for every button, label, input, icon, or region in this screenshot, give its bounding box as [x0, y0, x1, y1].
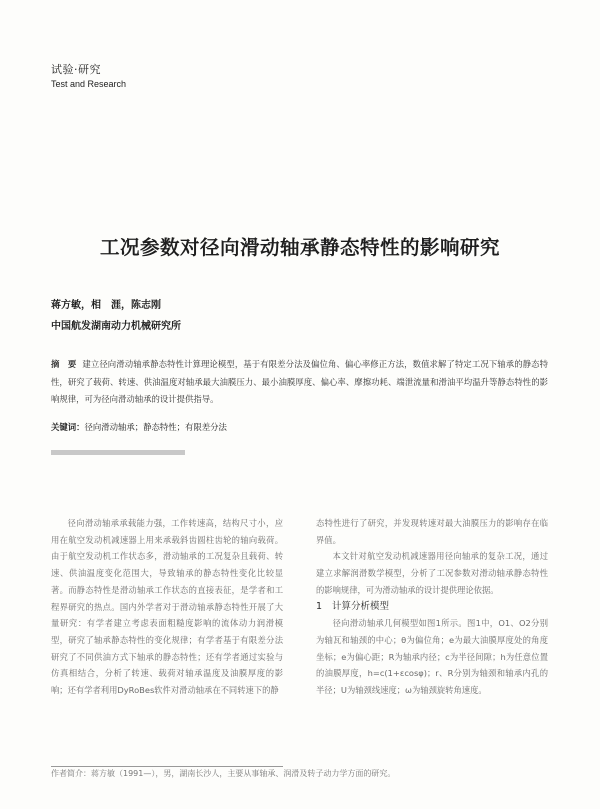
affiliation: 中国航发湖南动力机械研究所 [51, 321, 181, 332]
section-title: 计算分析模型 [332, 600, 390, 612]
author-footnote: 作者简介：蒋方敏（1991—），男，湖南长沙人，主要从事轴承、润滑及转子动力学方面的研究。 [51, 769, 396, 778]
body-paragraph: 态特性进行了研究，并发现转速对最大油膜压力的影响存在临界值。 [316, 518, 548, 545]
section-divider [51, 450, 185, 455]
right-column [316, 515, 548, 699]
body-paragraph: 径向滑动轴承承载能力强，工作转速高，结构尺寸小，应用在航空发动机减速器上用来承载斜齿圆柱齿轮的轴向载荷。由于航空发动机工作状态多，滑动轴承的工况复杂且载荷、转速、供油温度变化范围大，导致轴承的静态特性变化比较显著。而静态特性是滑动轴承工作状态的直接表征，是学者和工程界研究的热点。国内外学者对于滑动轴承静态特性开展了大量研究：有学者建立考虑表面粗糙度影响的流体动力润滑模型，研究了轴承静态特性的变化规律；有学者基于有限差分法研究了不同供油方式下轴承的静态特性；还有学者通过实验与仿真相结合，分析了转速、载荷对轴承温度及油膜厚度的影响；还有学者利用DyRoBes软件对滑动轴承在不同转速下的静 [51, 518, 283, 696]
keywords [51, 421, 227, 433]
body-paragraph: 径向滑动轴承几何模型如图1所示。图1中，O1、O2分别为轴瓦和轴颈的中心；θ为偏位角；e为最大油膜厚度处的角度坐标；e为偏心距；R为轴承内径；c为半径间隙；h为任意位置的油膜厚度，h=c(1+εcosφ)；r、R分别为轴颈和轴承内孔的半径；U为轴颈线速度；ω为轴颈旋转角速度。 [316, 618, 548, 696]
authors: 蒋方敏，相 涯，陈志刚 [51, 300, 161, 311]
column-label-en: Test and Research [51, 79, 127, 89]
left-column [51, 515, 283, 699]
abstract-label: 摘 要 [51, 359, 77, 369]
keywords-label: 关键词： [51, 422, 85, 432]
section-heading [316, 599, 548, 616]
section-number: 1 [316, 600, 323, 612]
keywords-text: 径向滑动轴承；静态特性；有限差分法 [84, 422, 227, 432]
column-label: 试验·研究 [51, 63, 101, 76]
abstract-text: 建立径向滑动轴承静态特性计算理论模型，基于有限差分法及偏位角、偏心率修正方法，数值求解了特定工况下轴承的静态特性，研究了载荷、转速、供油温度对轴承最大油膜压力、最小油膜厚度、偏心率、摩擦功耗、端泄流量和滑油平均温升等静态特性的影响规律，可为径向滑动轴承的设计提供指导。 [51, 359, 549, 404]
body-paragraph: 本文针对航空发动机减速器用径向轴承的复杂工况，通过建立求解润滑数学模型，分析了工况参数对滑动轴承静态特性的影响规律，可为滑动轴承的设计提供理论依据。 [316, 551, 548, 595]
abstract [51, 356, 548, 409]
article-title: 工况参数对径向滑动轴承静态特性的影响研究 [99, 236, 500, 259]
footnote-rule [51, 766, 283, 767]
